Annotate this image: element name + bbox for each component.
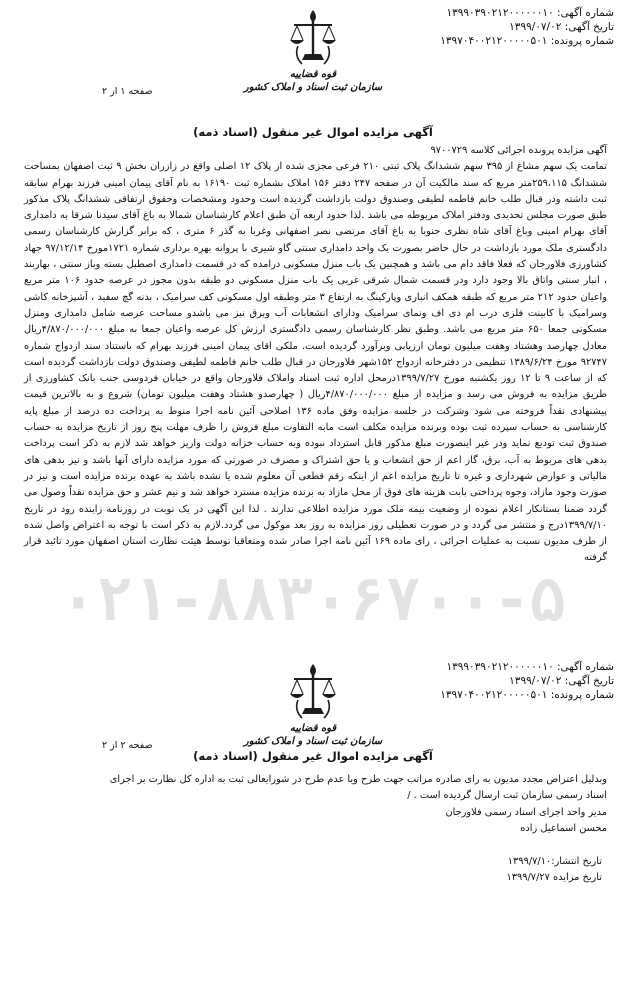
notice-title: آگهی مزایده اموال غیر منقول (اسناد ذمه) bbox=[193, 749, 433, 763]
case-number: شماره پرونده: ۱۳۹۷۰۴۰۰۲۱۲۰۰۰۰۰۵۰۱ bbox=[440, 35, 614, 47]
judiciary-emblem bbox=[240, 660, 386, 748]
page-number: صفحه ۲ از ۲ bbox=[102, 740, 153, 751]
page-number: صفحه ۱ از ۲ bbox=[102, 86, 153, 97]
scales-of-justice-icon bbox=[288, 6, 338, 68]
notice-number: شماره آگهی: ۱۳۹۹۰۳۹۰۲۱۲۰۰۰۰۰۰۱۰ bbox=[446, 7, 614, 19]
org-subtitle: سازمان ثبت اسناد و املاک کشور bbox=[243, 736, 383, 747]
notice-dates bbox=[506, 854, 602, 886]
official-name: محسن اسماعیل زاده bbox=[520, 822, 607, 834]
notice-meta bbox=[440, 6, 614, 48]
case-subheading: آگهی مزایده پرونده اجرائی کلاسه ۹۷۰۰۷۲۹ bbox=[430, 145, 607, 156]
auction-date: تاریخ مزایده ۱۳۹۹/۷/۲۷ bbox=[506, 872, 602, 883]
notice-title: آگهی مزایده اموال غیر منقول (اسناد ذمه) bbox=[193, 125, 433, 139]
org-subtitle: سازمان ثبت اسناد و املاک کشور bbox=[243, 82, 383, 93]
notice-body bbox=[24, 143, 607, 567]
notice-date: تاریخ آگهی: ۱۳۹۹/۰۷/۰۲ bbox=[509, 21, 614, 33]
notice-date: تاریخ آگهی: ۱۳۹۹/۰۷/۰۲ bbox=[509, 675, 614, 687]
body-line: وبدلیل اعتراض مجدد مدیون به رای صادره مراتب جهت طرح ویا عدم طرح در شورایعالی ثبت به اداره کل نظارت بر اجرای bbox=[109, 774, 607, 785]
case-number: شماره پرونده: ۱۳۹۷۰۴۰۰۲۱۲۰۰۰۰۰۵۰۱ bbox=[440, 689, 614, 701]
publish-date: تاریخ انتشار:۱۳۹۹/۷/۱۰ bbox=[507, 856, 602, 867]
scales-of-justice-icon bbox=[288, 660, 338, 722]
notice-body-text: تمامت یک سهم مشاع از ۳۹۵ سهم ششدانگ پلاک ثبتی ۲۱۰ فرعی مجزی شده از پلاک ۱۲ اصلی واقع در زازران بخش ۹ ثبت اصفهان بمساحت ششدانگ ۲۵۹،۱۱۵متر مربع که سند مالکیت آن در صفحه ۲۴۷ دفتر ۱۵۶ املاک بشماره ثبت ۱۶۱۹۰ به نام آقای پیمان امینی فرزند بهرام سابقه ثبت داشته ودر قبال طلب خانم فاطمه لطیفی وصندوق دولت بازداشت گردیده است وحدود ومشخصات وحقوق ارتفاقی ششدانگ پلاک مذکور طبق صورت مجلس تحدیدی ودفتر املاک مربوطه می باشد .لذا حدود اربعه آن طبق اعلام کارشناسان شمالا به باغ آقای سیدنا شرقا به دامداری آقای بهرام امینی وباغ آقای شاه نظری جنوبا به باغ آقای مرتضی نصر اصفهانی وغربا به گذر ۶ متری ، که برابر گزارش کارشناسان رسمی دادگستری ملک مورد بازداشت در حال حاضر بصورت یک واحد دامداری سنتی گاو شیری با پروانه بهره برداری شماره ۱۷۲۱مورخ ۹۷/۱۲/۱۴ جهاد کشاورزی فلاورجان که فعلا فاقد دام می باشد و همچنین یک باب منزل مسکونی درامده که در قسمت دامداری اصطبل بسته وباز سنتی ، بهاربند ، انبار سنتی واتاق بالا وجود دارد ودر قسمت شمال شرقی غربی یک باب منزل مسکونی دو طبقه بدون مجوز در عرصه حدود ۱۰۶ متر مربع واعیان حدود ۲۱۲ متر مربع که طبقه همکف انباری وپارکینگ به ارتفاع ۳ متر وطبقه اول مسکونی کف سرامیک ، بدنه گچ سفید ، آشپزخانه کاشی وسرامیک با کابینت فلزی درب ام دی اف ونمای سرامیک ودارای انشعابات آب وبرق نیز می باشدو مساحت عرصه شامل دامداری ومنزل مسکونی جمعا ۶۵۰ متر مربع می باشد. وطبق نظر کارشناسان رسمی دادگستری ارزش کل عرصه واعیان جمعا به مبلغ ۴/۸۷۰/۰۰۰/۰۰۰ریال معادل چهارصد وهشتاد وهفت میلیون تومان ارزیابی وبرآورد گردیده است. ملکی اقای پیمان امینی فرزند بهرام که باستناد سند ازدواج شماره ۹۲۷۴۷ مورخ ۱۳۸۹/۶/۲۴ تنظیمی در دفترخانه ازدواج ۱۵۲شهر فلاورجان در قبال طلب خانم فاطمه لطیفی وصندوق دولت بازداشت گردیده است که از ساعت ۹ تا ۱۲ روز یکشنبه مورخ ۱۳۹۹/۷/۲۷درمحل اداره ثبت اسناد واملاک فلاورجان واقع در خیابان فردوسی جنب بانک کشاورزی از طریق مزایده به فروش می رسد و مزایده از مبلغ ۴/۸۷۰/۰۰۰/۰۰۰ریال ( چهارصدو هشتاد وهفت میلیون تومان) شروع و به بالاترین قیمت پیشنهادی نقداً فروخته می شود وشرکت در جلسه مزایده وفق ماده ۱۳۶ اصلاحی آئین نامه اجرا منوط به پرداخت ده درصد از مبلغ پایه کارشناسی به حساب سپرده ثبت بوده وبرنده مزایده مکلف است مابه التفاوت مبلغ فروش را ظرف مهلت پنج روز از تاریخ مزایده به حساب صندوق ثبت تودیع نماید ودر غیر اینصورت مبلغ مذکور قابل استرداد نبوده وبه حساب خزانه دولت واریز خواهد شد لازم به ذکر است پرداخت بدهی های مربوط به آب، برق، گاز اعم از حق انشعاب و یا حق اشتراک و مصرف در صورتی که مورد مزایده دارای آنها باشد و نیز بدهی های مالیاتی و عوارض شهرداری و غیره تا تاریخ مزایده اعم از اینکه رقم قطعی آن معلوم شده یا نشده باشد به عهده برنده مزایده است و نیز در صورت وجود مازاد، وجوه پرداختی بابت هزینه های فوق از محل مازاد به برنده مزایده مسترد خواهد شد و نیم عشر و حق مزایده نقداً وصول می گردد ضمنا بستانکار اعلام نموده از وضعیت بیمه ملک مورد مزایده اطلاعی ندارند . لذا این آگهی در یک نوبت در روزنامه زاینده رود در تاریخ ۱۳۹۹/۷/۱۰درج و منتشر می گردد و در صورت تعطیلی روز مزایده به روز بعد موکول می گردد.لازم به ذکر است با توجه به اعتراض واصل شده از طرف مدیون نسبت به عملیات اجرائی ، رای ماده ۱۶۹ آئین نامه اجرا صادر شده ومتعاقبا توسط هیئت نظارت استان اصفهان مورد تائید قرار گرفته bbox=[24, 161, 608, 564]
notice-body bbox=[24, 772, 607, 837]
judiciary-emblem bbox=[240, 6, 386, 94]
notice-number: شماره آگهی: ۱۳۹۹۰۳۹۰۲۱۲۰۰۰۰۰۰۱۰ bbox=[446, 661, 614, 673]
notice-meta bbox=[440, 660, 614, 702]
org-name: قوه قضاییه bbox=[289, 723, 337, 734]
org-name: قوه قضاییه bbox=[289, 69, 337, 80]
body-line: اسناد رسمی سازمان ثبت ارسال گردیده است . / bbox=[407, 790, 607, 802]
phone-watermark: ۰۲۱-۸۸۳۰۶۷۰۰-۵ bbox=[60, 565, 566, 635]
official-title: مدیر واحد اجرای اسناد رسمی فلاورجان bbox=[445, 806, 607, 818]
